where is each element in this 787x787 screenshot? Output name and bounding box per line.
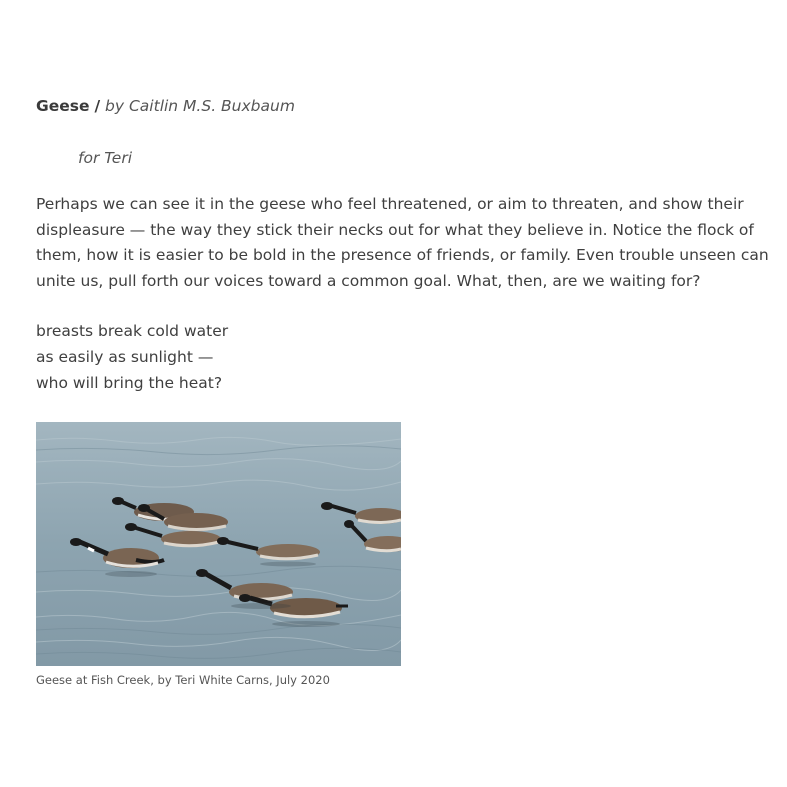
geese-photo bbox=[36, 422, 401, 666]
haiku-line: breasts break cold water bbox=[36, 322, 229, 341]
poem-title: Geese bbox=[36, 97, 90, 115]
byline: by Caitlin M.S. Buxbaum bbox=[105, 97, 295, 115]
haiku-line: as easily as sunlight — bbox=[36, 347, 214, 366]
haiku bbox=[36, 319, 771, 396]
article bbox=[36, 92, 771, 396]
title-separator: / bbox=[94, 97, 101, 115]
photo-caption: Geese at Fish Creek, by Teri White Carns, July 2020 bbox=[36, 673, 330, 687]
dedication: for Teri bbox=[78, 149, 133, 167]
haiku-line: who will bring the heat? bbox=[36, 373, 223, 392]
poem-heading bbox=[36, 92, 771, 120]
prose-paragraph: Perhaps we can see it in the geese who feel threatened, or aim to threaten, and show their displeasure — the way they stick their necks out for what they believe in. Notice the flock of them, how it is easier to be bold in the presence of friends, or family. Even trouble unseen can unite us, pull forth our voices toward a common goal. What, then, are we waiting for? bbox=[36, 195, 769, 290]
